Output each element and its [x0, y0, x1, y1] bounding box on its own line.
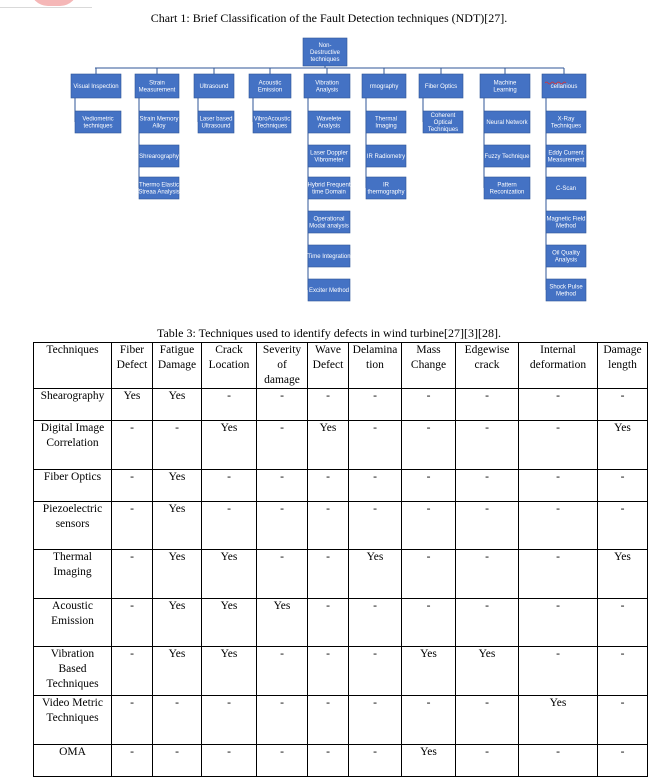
technique-node [546, 177, 586, 199]
technique-name-line: sensors [55, 518, 90, 530]
table-cell: - [598, 389, 648, 421]
node-label: Shrearography [139, 154, 179, 160]
table-cell: - [257, 389, 308, 421]
node-label: Exciter Method [308, 288, 350, 294]
technique-name-cell [34, 745, 112, 777]
column-header [34, 343, 112, 389]
node-label: Reconization [489, 189, 525, 196]
node-label: Ultrasound [199, 84, 229, 90]
table-row [34, 696, 648, 745]
table-cell: - [456, 599, 519, 647]
table-cell: - [519, 745, 598, 777]
technique-node [484, 145, 530, 167]
node-label: Non- [318, 43, 332, 49]
category-node [304, 74, 350, 98]
node-label: Vibrometer [314, 157, 344, 164]
header-line: Severity [262, 344, 302, 356]
table-cell: Yes [308, 421, 349, 470]
category-node [419, 74, 463, 98]
table-cell: Yes [598, 421, 648, 470]
table-cell: - [519, 421, 598, 470]
technique-name-line: OMA [59, 746, 86, 758]
node-label: Fiber Optics [424, 84, 458, 90]
table-cell: - [308, 647, 349, 696]
node-label: Thermal [374, 116, 398, 123]
node-label: Time Integration [307, 254, 351, 260]
node-label: Laser Doppler [310, 150, 348, 157]
node-label: thermography [367, 189, 405, 196]
table-cell: Yes [598, 550, 648, 599]
category-node [71, 74, 121, 98]
table-cell: Yes [153, 389, 202, 421]
node-label: Eddy Current [548, 150, 584, 157]
table-cell: - [257, 696, 308, 745]
category-node [194, 74, 234, 98]
table-cell: - [402, 389, 456, 421]
node-label: Techniques [256, 123, 288, 130]
table-cell: - [349, 745, 402, 777]
technique-name-line: Digital Image [40, 422, 105, 434]
node-label: Measurement [138, 87, 176, 94]
node-label: X-Ray [557, 116, 575, 123]
table-cell: - [456, 550, 519, 599]
node-label: Vediometric [82, 116, 114, 123]
table-cell: - [598, 647, 648, 696]
technique-name-line: Thermal [53, 551, 92, 563]
column-header [202, 343, 257, 389]
technique-node [546, 211, 586, 233]
node-label: Emission [257, 87, 283, 94]
node-label: IR Radiometry [366, 154, 406, 160]
table-cell: - [257, 647, 308, 696]
node-label: Method [555, 291, 577, 298]
table-cell: - [519, 599, 598, 647]
table-cell: - [112, 696, 153, 745]
table-caption: Table 3: Techniques used to identify defects in wind turbine[27][3][28]. [156, 326, 501, 340]
header-line: crack [474, 359, 500, 371]
technique-name-cell [34, 550, 112, 599]
node-label: time Domain [312, 189, 346, 196]
header-line: tion [366, 359, 384, 371]
node-label: Analysis [315, 87, 339, 94]
technique-node [308, 145, 350, 167]
node-label: Oil Quality [552, 250, 580, 257]
technique-name-cell [34, 647, 112, 696]
node-label: Fuzzy Technique [484, 154, 530, 160]
node-label: Strain Memory [139, 116, 179, 123]
table-cell: - [257, 745, 308, 777]
technique-name-line: Emission [51, 615, 94, 627]
table-cell: - [456, 470, 519, 502]
technique-node [307, 177, 350, 199]
table-row [34, 421, 648, 470]
header-line: Defect [312, 359, 344, 371]
header-line: Location [208, 359, 250, 371]
technique-name-cell [34, 696, 112, 745]
technique-name-line: Shearography [40, 390, 105, 402]
column-header [349, 343, 402, 389]
table-cell: - [402, 421, 456, 470]
table-cell: - [598, 502, 648, 550]
node-label: techniques [310, 57, 340, 63]
technique-name-cell [34, 502, 112, 550]
table-cell: - [202, 389, 257, 421]
node-label: Ultrasound [201, 123, 231, 130]
table-cell: - [112, 502, 153, 550]
table-row [34, 502, 648, 550]
node-label: Techniques [427, 127, 459, 133]
technique-name-line: Fiber Optics [43, 471, 102, 483]
table-cell: - [598, 745, 648, 777]
table-cell: Yes [257, 599, 308, 647]
technique-node [198, 111, 234, 133]
table-cell: - [112, 550, 153, 599]
header-line: Damage [603, 344, 642, 356]
category-node [362, 74, 406, 98]
node-label: Modal analysis [309, 223, 349, 230]
node-label: Laser based [199, 116, 233, 123]
technique-name-line: Techniques [46, 678, 99, 690]
table-cell: - [349, 421, 402, 470]
column-header [402, 343, 456, 389]
header-line: Damage [157, 359, 197, 371]
table-cell: Yes [402, 745, 456, 777]
node-label: cellanious [550, 84, 578, 90]
technique-node [308, 111, 350, 133]
technique-name-cell [34, 470, 112, 502]
table-row [34, 745, 648, 777]
table-cell: - [598, 696, 648, 745]
table-cell: - [202, 470, 257, 502]
node-label: Analysis [554, 257, 578, 264]
node-label: C-Scan [555, 186, 577, 192]
node-label: rmography [369, 84, 399, 90]
technique-name-line: Correlation [46, 437, 99, 449]
table-cell: Yes [519, 696, 598, 745]
table-cell: - [598, 470, 648, 502]
table-cell: - [349, 696, 402, 745]
table-row [34, 599, 648, 647]
table-cell: Yes [202, 647, 257, 696]
header-line: Internal [540, 344, 576, 356]
table-cell: - [402, 470, 456, 502]
table-cell: - [308, 550, 349, 599]
node-label: Shock Pulse [549, 284, 583, 291]
header-line: of [277, 359, 287, 371]
header-line: Delamina [352, 344, 398, 356]
node-label: VibroAcoustic [253, 116, 291, 123]
node-label: Neural Network [486, 120, 528, 126]
technique-node [139, 145, 179, 167]
table-row [34, 550, 648, 599]
node-label: Techniques [550, 123, 582, 130]
table-cell: Yes [202, 421, 257, 470]
table-cell: - [349, 389, 402, 421]
node-label: techniques [83, 123, 113, 130]
node-label: Visual Inspection [73, 84, 119, 90]
header-line: deformation [529, 359, 587, 371]
table-cell: - [308, 389, 349, 421]
header-line: Edgewise [464, 344, 510, 356]
technique-node [307, 245, 350, 267]
table-cell: Yes [349, 550, 402, 599]
table-cell: - [112, 647, 153, 696]
root-node [303, 38, 347, 66]
technique-node [366, 177, 406, 199]
technique-node [546, 145, 586, 167]
table-cell: - [202, 502, 257, 550]
technique-node [308, 211, 350, 233]
header-line: length [608, 359, 637, 371]
table-cell: - [308, 696, 349, 745]
node-label: Wavelete [316, 116, 342, 123]
table-cell: - [112, 421, 153, 470]
technique-node [75, 111, 121, 133]
column-header [153, 343, 202, 389]
table-cell: - [402, 599, 456, 647]
table-cell: - [456, 502, 519, 550]
node-label: Analysis [317, 123, 341, 130]
technique-node [484, 177, 530, 199]
table-cell: - [349, 599, 402, 647]
technique-name-line: Based [58, 663, 87, 675]
node-label: Learning [493, 87, 517, 94]
table-cell: - [257, 421, 308, 470]
header-line: Techniques [46, 344, 99, 356]
technique-name-cell [34, 599, 112, 647]
table-cell: Yes [202, 550, 257, 599]
technique-name-line: Acoustic [52, 600, 93, 612]
category-node [249, 74, 291, 98]
table-cell: Yes [153, 647, 202, 696]
table-cell: - [257, 470, 308, 502]
node-label: Thermo Elastic [138, 182, 180, 189]
table-cell: - [308, 599, 349, 647]
table-cell: Yes [202, 599, 257, 647]
table-cell: Yes [402, 647, 456, 696]
column-header [257, 343, 308, 389]
table-cell: - [308, 502, 349, 550]
table-cell: - [202, 696, 257, 745]
classification-tree [0, 0, 658, 320]
table-cell: - [519, 470, 598, 502]
table-cell: Yes [153, 502, 202, 550]
technique-node [366, 111, 406, 133]
table-cell: - [349, 470, 402, 502]
table-cell: - [519, 647, 598, 696]
technique-name-line: Techniques [46, 712, 99, 724]
node-label: Magnetic Field [546, 216, 586, 223]
table-cell: - [402, 502, 456, 550]
table-cell: - [456, 696, 519, 745]
header-line: Wave [315, 344, 341, 356]
table-cell: - [153, 421, 202, 470]
technique-node [366, 145, 406, 167]
technique-name-cell [34, 421, 112, 470]
column-header [456, 343, 519, 389]
table-cell: - [153, 745, 202, 777]
node-label: Coherent [430, 113, 456, 119]
category-node [542, 74, 586, 98]
technique-name-line: Video Metric [42, 697, 103, 709]
column-header [308, 343, 349, 389]
technique-name-line: Piezoelectric [42, 503, 103, 515]
technique-node [546, 279, 586, 301]
node-label: Alloy [152, 123, 166, 130]
node-label: Method [555, 223, 577, 230]
table-header-row [34, 343, 648, 389]
table-cell: - [112, 599, 153, 647]
node-label: Vibration [315, 80, 339, 87]
technique-node [546, 245, 586, 267]
node-label: Pattern [497, 182, 517, 189]
header-line: Crack [215, 344, 243, 356]
table-row [34, 647, 648, 696]
table-cell: - [153, 696, 202, 745]
table-cell: - [112, 745, 153, 777]
header-line: Fatigue [159, 344, 195, 356]
node-label: Hybrid Frequent [307, 182, 351, 189]
node-label: Imaging [375, 123, 397, 130]
table-cell: Yes [112, 389, 153, 421]
header-line: Change [410, 359, 447, 371]
node-label: Operational [313, 216, 345, 223]
technique-node [546, 111, 586, 133]
table-cell: - [456, 389, 519, 421]
table-cell: - [257, 502, 308, 550]
node-label: IR [383, 182, 389, 189]
table-cell: - [456, 745, 519, 777]
node-label: Acoustic [258, 80, 282, 87]
table-cell: - [402, 550, 456, 599]
table-cell: Yes [153, 470, 202, 502]
technique-node [138, 177, 179, 199]
header-line: Defect [116, 359, 148, 371]
table-cell: - [308, 470, 349, 502]
technique-name-cell [34, 389, 112, 421]
table-cell: - [349, 647, 402, 696]
table-cell: - [456, 421, 519, 470]
technique-node [484, 111, 530, 133]
table-cell: - [308, 745, 349, 777]
node-label: Optical [433, 120, 453, 126]
node-label: Machine [493, 80, 517, 87]
header-line: Fiber [119, 344, 145, 356]
table-cell: - [402, 696, 456, 745]
table-cell: - [202, 745, 257, 777]
category-node [480, 74, 530, 98]
node-label: Streaa Analysis [138, 189, 180, 196]
table-cell: - [112, 470, 153, 502]
technique-name-line: Imaging [53, 566, 92, 578]
techniques-table [33, 342, 648, 777]
column-header [519, 343, 598, 389]
technique-node [308, 279, 350, 301]
table-cell: - [257, 550, 308, 599]
column-header [598, 343, 648, 389]
table-cell: Yes [153, 599, 202, 647]
table-cell: - [519, 389, 598, 421]
table-row [34, 470, 648, 502]
technique-name-line: Vibration [50, 648, 95, 660]
table-cell: Yes [456, 647, 519, 696]
table-row [34, 389, 648, 421]
node-label: Measurement [547, 157, 585, 164]
category-node [135, 74, 179, 98]
technique-node [253, 111, 291, 133]
table-cell: - [598, 599, 648, 647]
table-cell: - [349, 502, 402, 550]
header-line: Mass [416, 344, 441, 356]
technique-node [139, 111, 179, 133]
column-header [112, 343, 153, 389]
table-cell: - [519, 550, 598, 599]
node-label: Strain [149, 80, 165, 87]
node-label: Destructive [309, 50, 341, 56]
table-cell: - [519, 502, 598, 550]
technique-node [423, 111, 463, 133]
chart-caption: Chart 1: Brief Classification of the Fault Detection techniques (NDT)[27]. [150, 11, 508, 25]
header-line: damage [264, 374, 300, 386]
table-cell: Yes [153, 550, 202, 599]
